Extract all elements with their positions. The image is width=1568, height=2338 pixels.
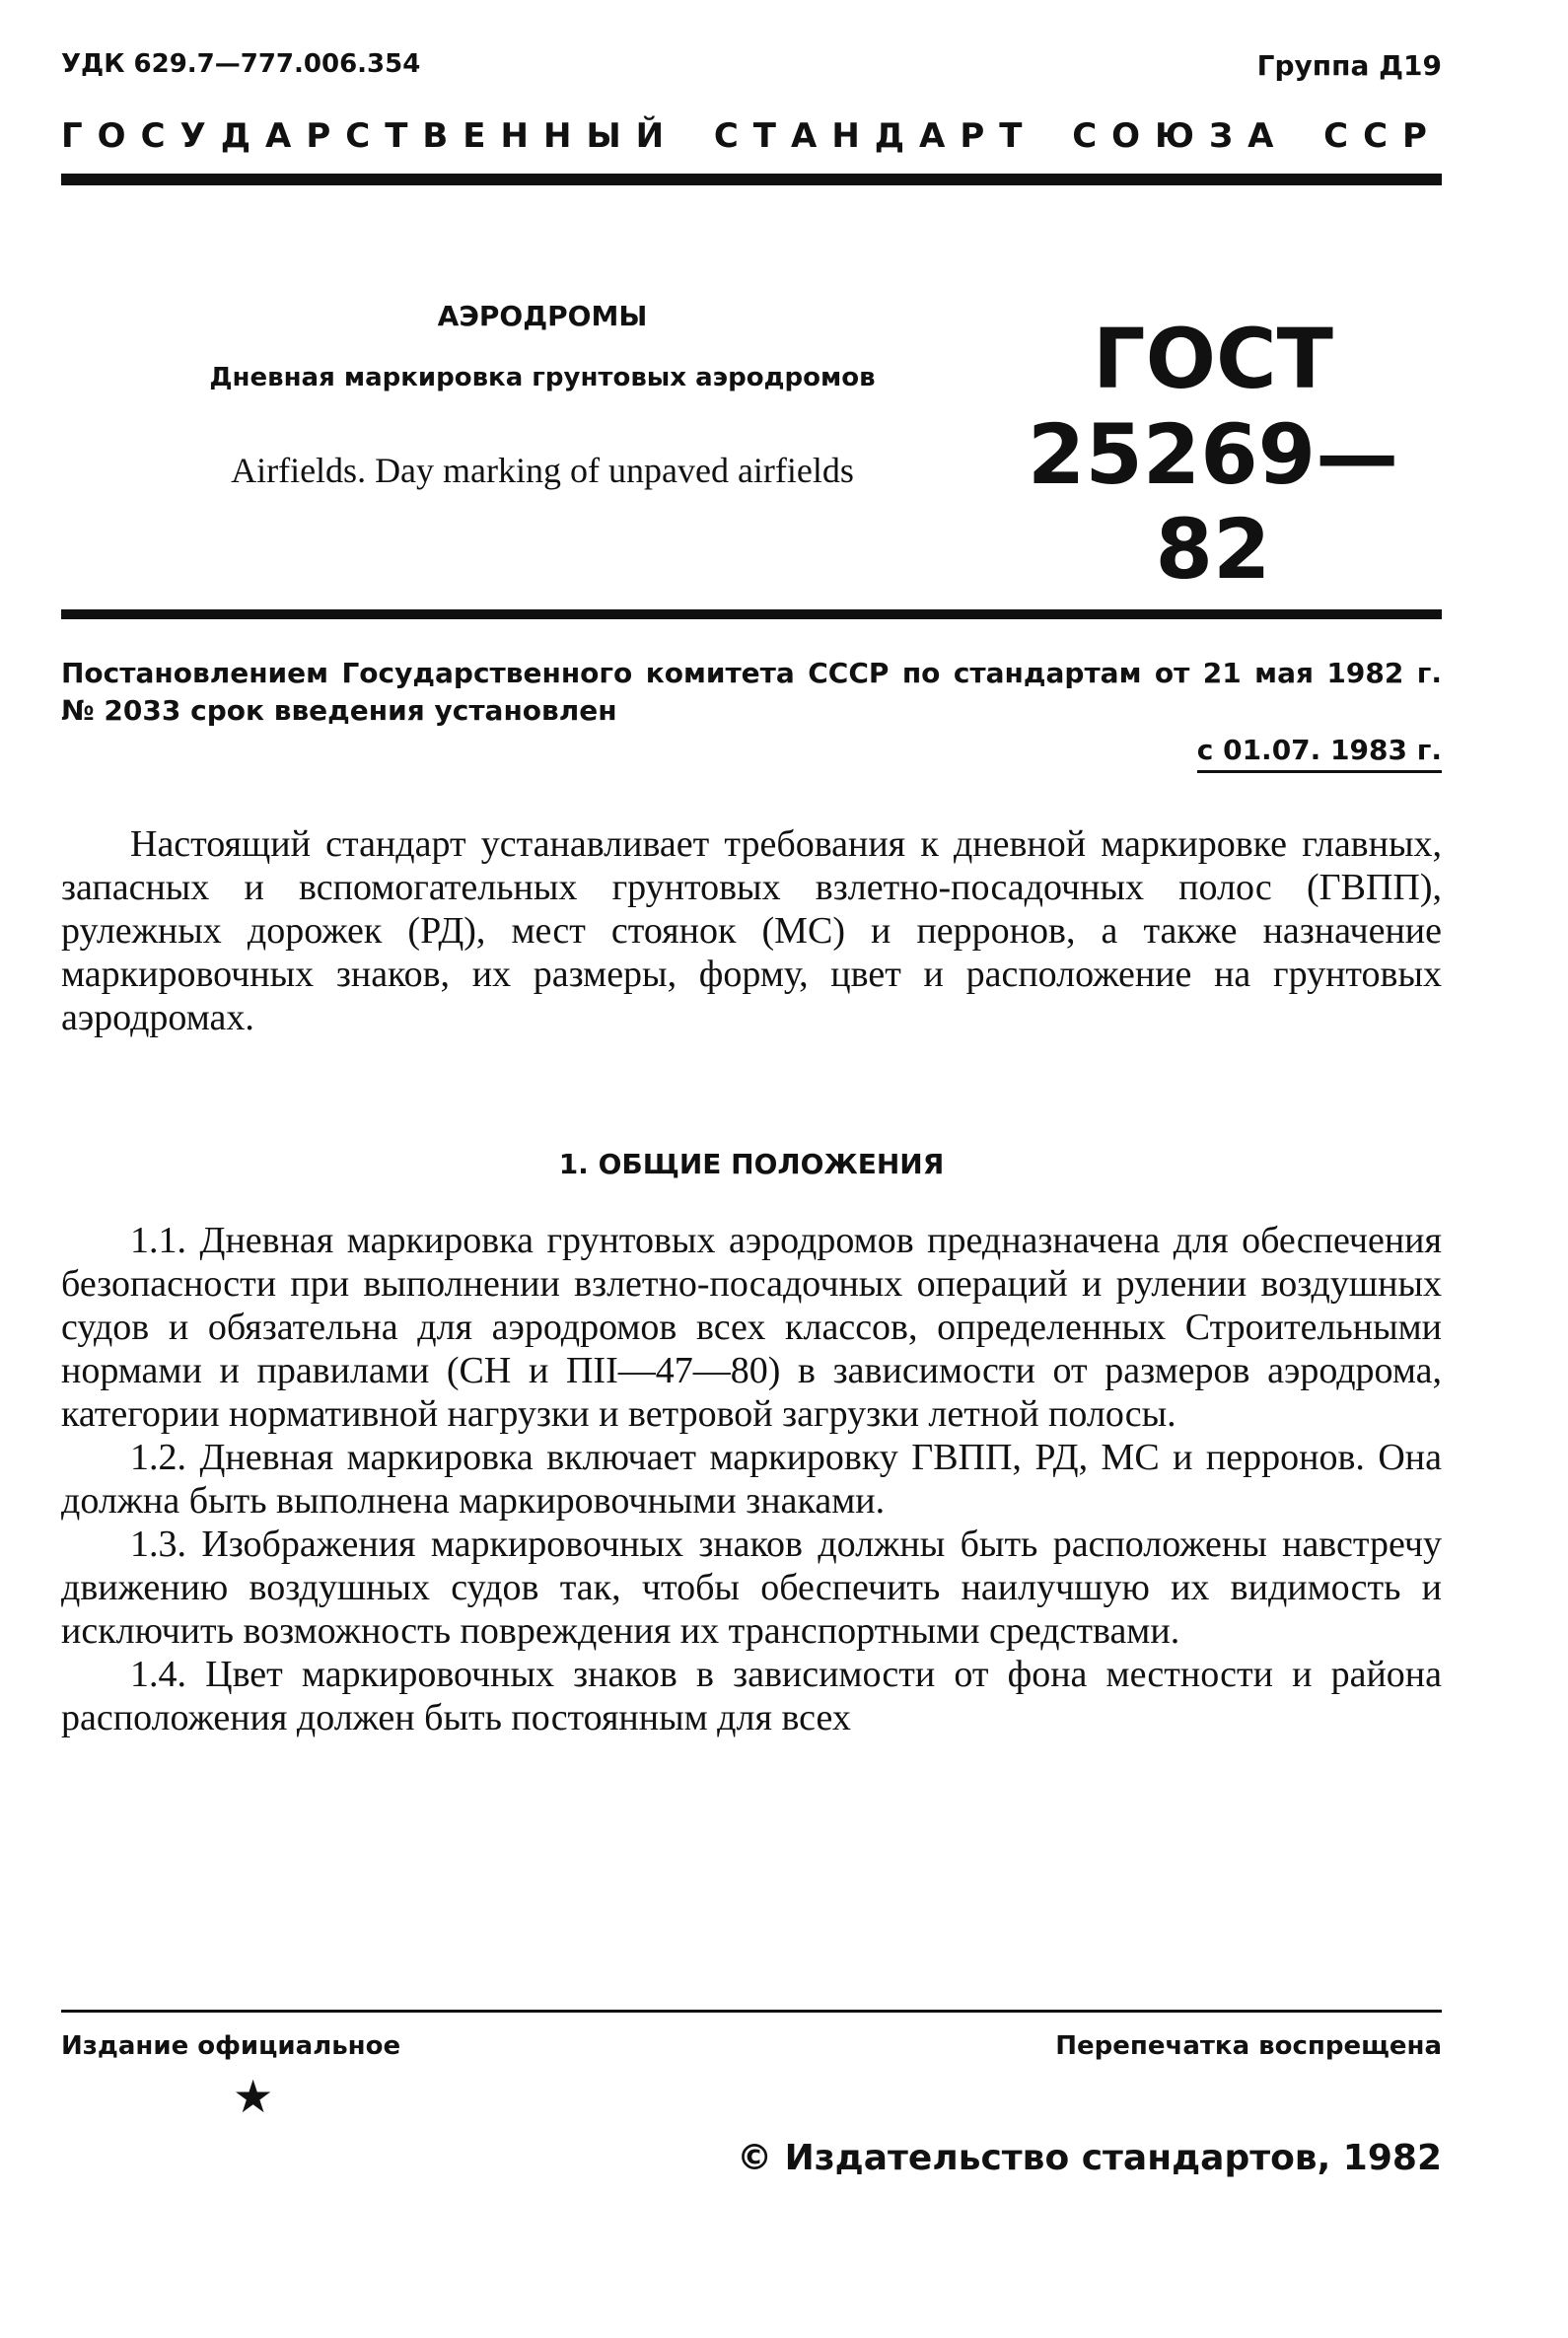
section-paragraphs xyxy=(61,1219,1442,1739)
state-word-4: ССР xyxy=(1323,116,1442,156)
paragraph-1-4: 1.4. Цвет маркировочных знаков в зависимости от фона местности и района расположения должен быть постоянным для всех xyxy=(61,1654,1442,1738)
official-edition-label: Издание официальное xyxy=(61,2031,401,2061)
document-title: АЭРОДРОМЫ xyxy=(437,300,648,332)
state-word-3: СОЮЗА xyxy=(1072,116,1289,156)
reprint-prohibited-label: Перепечатка воспрещена xyxy=(1055,2031,1442,2061)
paragraph-1-3: 1.3. Изображения маркировочных знаков должны быть расположены навстречу движению воздушных судов так, чтобы обеспечить наилучшую их видимость и исключить возможность повреждения их транспортными средствами. xyxy=(61,1523,1442,1652)
english-title: Airfields. Day marking of unpaved airfields xyxy=(231,451,854,490)
effective-date: с 01.07. 1983 г. xyxy=(1197,734,1442,773)
state-word-2: СТАНДАРТ xyxy=(713,116,1037,156)
state-word-1: ГОСУДАРСТВЕННЫЙ xyxy=(61,116,679,156)
paragraph-1-1: 1.1. Дневная маркировка грунтовых аэродромов предназначена для обеспечения безопасности при выполнении взлетно-посадочных операций и рулении воздушных судов и обязательна для аэродромов всех классов, определенных Строительными нормами и правилами (СН и ПII—47—80) в зависимости от размеров аэродрома, категории нормативной нагрузки и ветровой загрузки летной полосы. xyxy=(61,1220,1442,1435)
title-divider xyxy=(61,609,1442,619)
gost-designation xyxy=(1006,312,1420,598)
document-subtitle: Дневная маркировка грунтовых аэродромов xyxy=(209,363,876,392)
group-code: Группа Д19 xyxy=(1256,49,1442,82)
paragraph-1-2: 1.2. Дневная маркировка включает маркировку ГВПП, РД, МС и перронов. Она должна быть выполнена маркировочными знаками. xyxy=(61,1437,1442,1522)
state-standard-banner xyxy=(61,116,1442,156)
udc-code: УДК 629.7—777.006.354 xyxy=(61,49,421,79)
decree-text: Постановлением Государственного комитета СССР по стандартам от 21 мая 1982 г. № 2033 срок введения установлен xyxy=(61,657,1442,727)
gost-label: ГОСТ xyxy=(1093,311,1333,407)
footer-divider xyxy=(61,2010,1442,2013)
star-icon: ★ xyxy=(233,2072,274,2122)
section-heading: 1. ОБЩИЕ ПОЛОЖЕНИЯ xyxy=(558,1148,945,1180)
header-divider xyxy=(61,174,1442,185)
intro-paragraph: Настоящий стандарт устанавливает требования к дневной маркировке главных, запасных и вспомогательных грунтовых взлетно-посадочных полос (ГВПП), рулежных дорожек (РД), мест стоянок (МС) и перронов, а также назначение маркировочных знаков, их размеры, форму, цвет и расположение на грунтовых аэродромах. xyxy=(61,823,1442,1038)
gost-number: 25269—82 xyxy=(1027,405,1399,599)
copyright-notice: © Издательство стандартов, 1982 xyxy=(737,2138,1442,2178)
